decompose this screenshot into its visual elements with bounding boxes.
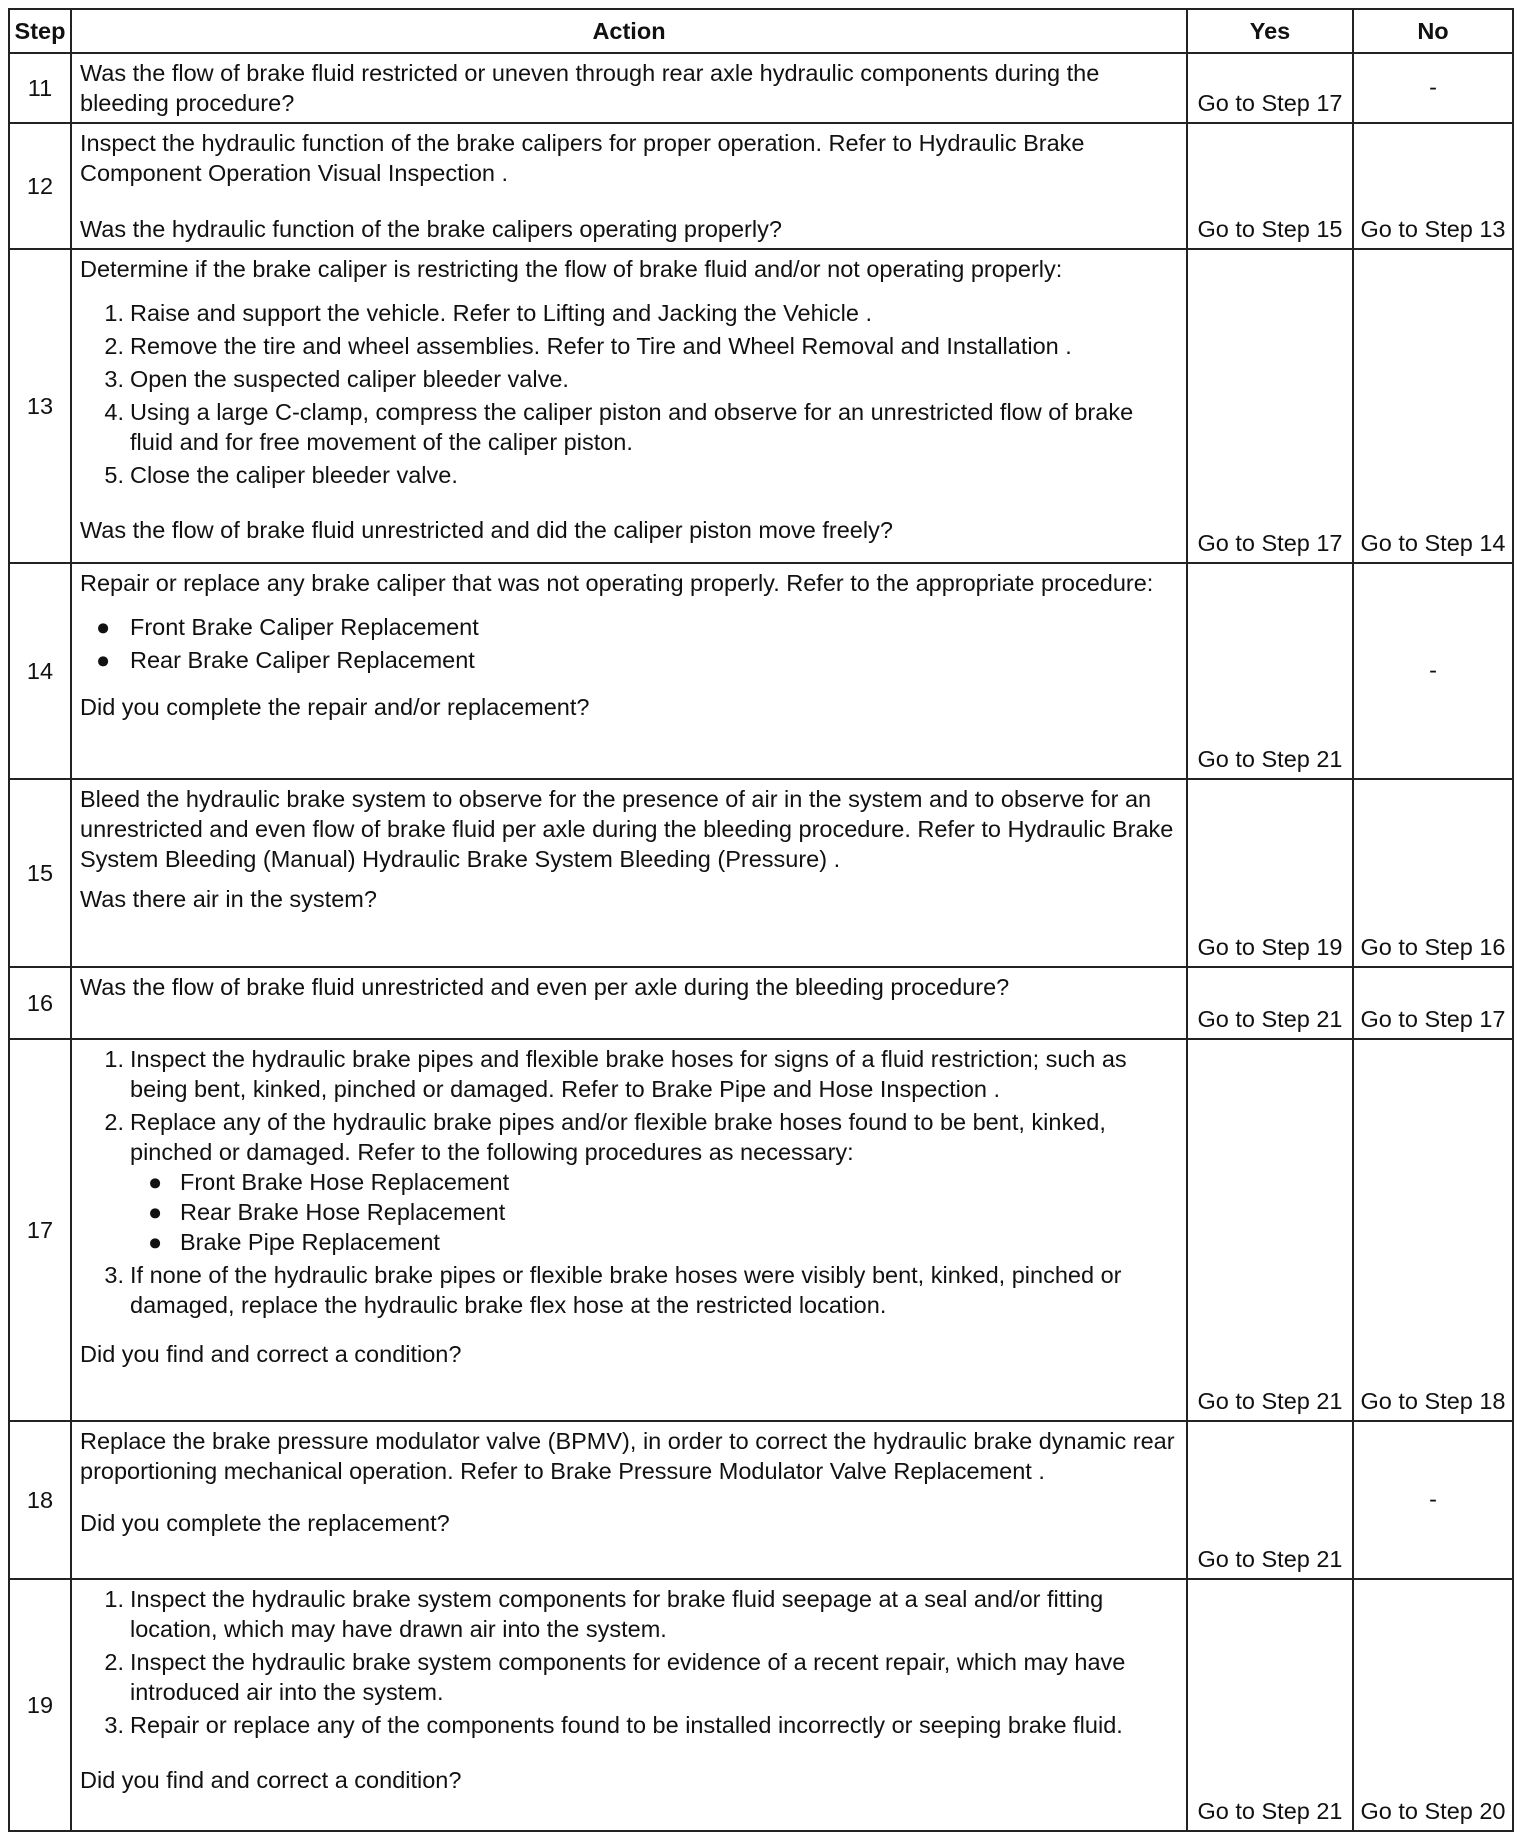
action-cell [71,1039,1187,1421]
yes-cell: Go to Step 21 [1187,1421,1353,1579]
action-cell [71,779,1187,967]
procedure-list [80,1044,1178,1320]
table-row [9,249,1513,563]
yes-cell: Go to Step 15 [1187,123,1353,249]
table-row [9,53,1513,123]
yes-cell: Go to Step 19 [1187,779,1353,967]
yes-cell: Go to Step 17 [1187,249,1353,563]
bullet-list [80,612,1178,675]
action-text: Inspect the hydraulic function of the brake calipers for proper operation. Refer to Hydraulic Brake Component Operation Visual Inspection . [80,130,1085,186]
no-cell: - [1353,563,1513,779]
bullet-icon: ● [148,1229,163,1255]
action-cell [71,53,1187,123]
no-cell: Go to Step 17 [1353,967,1513,1039]
table-row [9,967,1513,1039]
action-question: Was there air in the system? [80,886,377,912]
action-text: Determine if the brake caliper is restricting the flow of brake fluid and/or not operating properly: [80,256,1063,282]
bullet-icon: ● [148,1199,163,1225]
list-item: ● Rear Brake Hose Replacement [148,1199,506,1225]
table-row [9,1579,1513,1831]
list-item: 4. Using a large C-clamp, compress the caliper piston and observe for an unrestricted flow of brake fluid and for free movement of the caliper piston. [104,399,1134,455]
header-row [9,9,1513,53]
action-question: Did you complete the repair and/or replacement? [80,694,590,720]
step-number: 13 [9,249,71,563]
no-cell: Go to Step 14 [1353,249,1513,563]
no-cell: Go to Step 18 [1353,1039,1513,1421]
step-number: 18 [9,1421,71,1579]
step-number: 12 [9,123,71,249]
yes-cell: Go to Step 21 [1187,563,1353,779]
action-text: Bleed the hydraulic brake system to observe for the presence of air in the system and to observe for an unrestricted and even flow of brake fluid per axle during the bleeding procedure. Refer to Hydraulic Brake System Bleeding (Manual) Hydraulic Brake System Bleeding (Pressure) . [80,786,1174,872]
list-item: 3. Repair or replace any of the components found to be installed incorrectly or seeping brake fluid. [104,1712,1123,1738]
procedure-list [80,1584,1178,1740]
no-cell: Go to Step 16 [1353,779,1513,967]
action-question: Did you complete the replacement? [80,1510,450,1536]
no-cell: - [1353,1421,1513,1579]
no-cell: - [1353,53,1513,123]
no-cell: Go to Step 20 [1353,1579,1513,1831]
action-text: Repair or replace any brake caliper that was not operating properly. Refer to the appropriate procedure: [80,570,1154,596]
action-cell [71,123,1187,249]
action-cell [71,1579,1187,1831]
header-yes: Yes [1187,9,1353,53]
list-item: 1. Inspect the hydraulic brake pipes and flexible brake hoses for signs of a fluid restriction; such as being bent, kinked, pinched or damaged. Refer to Brake Pipe and Hose Inspection . [104,1046,1127,1102]
action-question: Did you find and correct a condition? [80,1767,462,1793]
action-question: Was the flow of brake fluid unrestricted and did the caliper piston move freely? [80,517,893,543]
step-number: 15 [9,779,71,967]
yes-cell: Go to Step 21 [1187,1039,1353,1421]
header-no: No [1353,9,1513,53]
table-row [9,563,1513,779]
step-number: 14 [9,563,71,779]
yes-cell: Go to Step 17 [1187,53,1353,123]
no-cell: Go to Step 13 [1353,123,1513,249]
list-item: 1. Raise and support the vehicle. Refer to Lifting and Jacking the Vehicle . [104,300,873,326]
action-cell [71,967,1187,1039]
action-question: Was the hydraulic function of the brake calipers operating properly? [80,216,782,242]
diagnostic-table [8,8,1514,1832]
header-step: Step [9,9,71,53]
list-item: 1. Inspect the hydraulic brake system components for brake fluid seepage at a seal and/or fitting location, which may have drawn air into the system. [104,1586,1104,1642]
action-text: Was the flow of brake fluid restricted or uneven through rear axle hydraulic components during the bleeding procedure? [80,60,1100,116]
list-item: 2. Remove the tire and wheel assemblies. Refer to Tire and Wheel Removal and Installation . [104,333,1072,359]
action-cell [71,1421,1187,1579]
bullet-icon: ● [96,647,111,673]
list-item: 5. Close the caliper bleeder valve. [104,462,458,488]
list-item: ● Front Brake Hose Replacement [148,1169,510,1195]
list-item: 3. If none of the hydraulic brake pipes or flexible brake hoses were visibly bent, kinked, pinched or damaged, replace the hydraulic brake flex hose at the restricted location. [104,1262,1122,1318]
action-cell [71,249,1187,563]
list-item: ● Rear Brake Caliper Replacement [96,647,475,673]
bullet-icon: ● [96,614,111,640]
header-action: Action [71,9,1187,53]
step-number: 11 [9,53,71,123]
table-row [9,1039,1513,1421]
procedure-list [80,298,1178,490]
action-text: Replace the brake pressure modulator valve (BPMV), in order to correct the hydraulic brake dynamic rear proportioning mechanical operation. Refer to Brake Pressure Modulator Valve Replacement . [80,1428,1175,1484]
list-item: 2. Replace any of the hydraulic brake pipes and/or flexible brake hoses found to be bent, kinked, pinched or damaged. Refer to the following procedures as necessary: ● Front Brake Hose Replacement ● Rear Brake Hose Replacement ● Brake Pipe Replacement [80,1107,1178,1257]
list-item: ● Front Brake Caliper Replacement [96,614,479,640]
yes-cell: Go to Step 21 [1187,967,1353,1039]
list-item: 2. Inspect the hydraulic brake system components for evidence of a recent repair, which may have introduced air into the system. [104,1649,1126,1705]
sub-bullet-list [80,1167,1178,1257]
step-number: 16 [9,967,71,1039]
action-question: Did you find and correct a condition? [80,1341,462,1367]
action-text: Was the flow of brake fluid unrestricted and even per axle during the bleeding procedure? [80,974,1010,1000]
table-row [9,1421,1513,1579]
bullet-icon: ● [148,1169,163,1195]
step-number: 19 [9,1579,71,1831]
yes-cell: Go to Step 21 [1187,1579,1353,1831]
table-row [9,779,1513,967]
list-item: 3. Open the suspected caliper bleeder valve. [104,366,569,392]
action-cell [71,563,1187,779]
table-row [9,123,1513,249]
step-number: 17 [9,1039,71,1421]
list-item: ● Brake Pipe Replacement [148,1229,440,1255]
